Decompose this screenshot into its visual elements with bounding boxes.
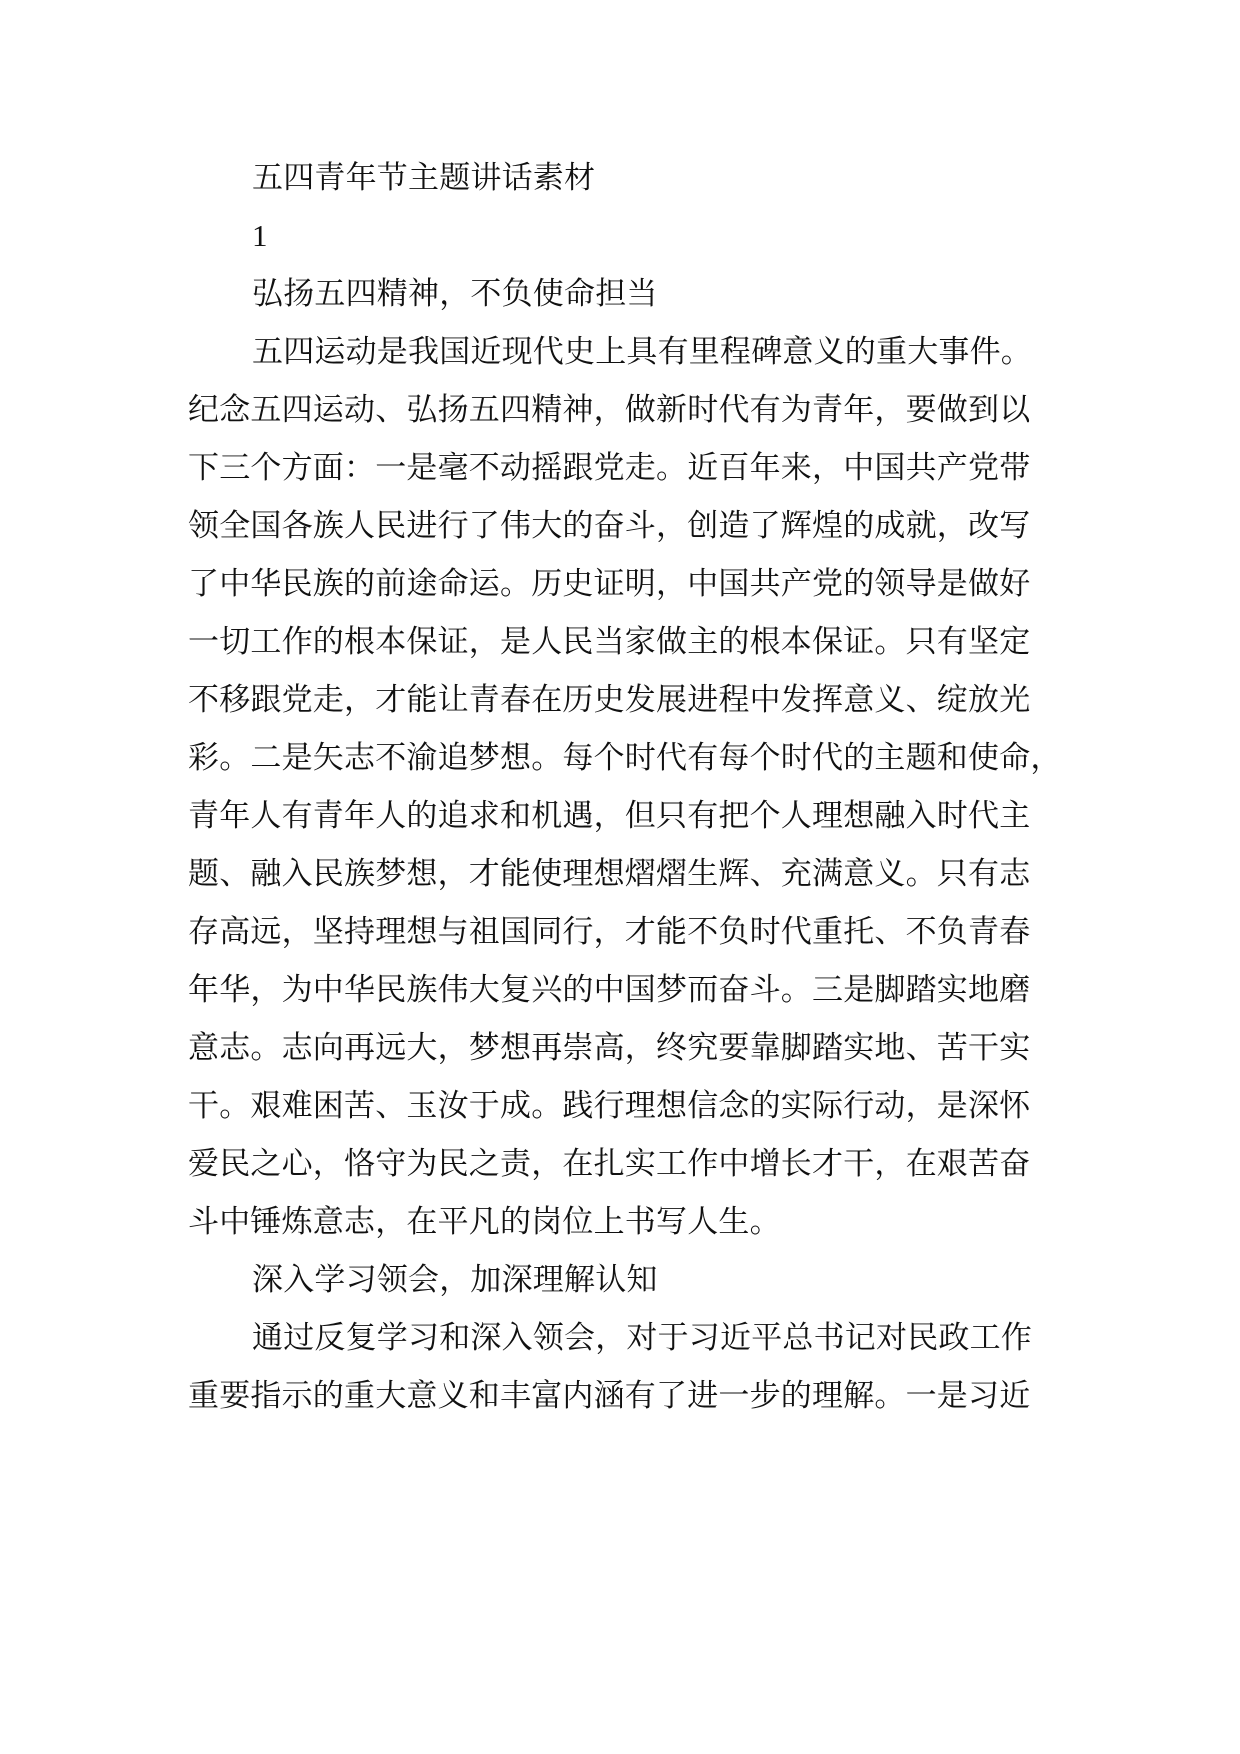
paragraph-line: 意志。志向再远大，梦想再崇高，终究要靠脚踏实地、苦干实 [188, 1030, 1031, 1066]
paragraph-line: 通过反复学习和深入领会，对于习近平总书记对民政工作 [252, 1320, 1032, 1356]
paragraph-line: 领全国各族人民进行了伟大的奋斗，创造了辉煌的成就，改写 [188, 508, 1031, 544]
paragraph-line: 斗中锤炼意志，在平凡的岗位上书写人生。 [188, 1204, 781, 1240]
paragraph-line: 纪念五四运动、弘扬五四精神，做新时代有为青年，要做到以 [188, 392, 1031, 428]
paragraph-line: 干。艰难困苦、玉汝于成。践行理想信念的实际行动，是深怀 [188, 1088, 1031, 1124]
paragraph-line: 年华，为中华民族伟大复兴的中国梦而奋斗。三是脚踏实地磨 [188, 972, 1031, 1008]
section-number: 1 [252, 218, 268, 253]
paragraph-line: 重要指示的重大意义和丰富内涵有了进一步的理解。一是习近 [188, 1378, 1031, 1414]
section-heading-1: 弘扬五四精神，不负使命担当 [252, 276, 658, 312]
paragraph-line: 爱民之心，恪守为民之责，在扎实工作中增长才干，在艰苦奋 [188, 1146, 1031, 1182]
paragraph-line: 一切工作的根本保证，是人民当家做主的根本保证。只有坚定 [188, 624, 1031, 660]
paragraph-line: 彩。二是矢志不渝追梦想。每个时代有每个时代的主题和使命， [188, 740, 1062, 776]
paragraph-line: 下三个方面：一是毫不动摇跟党走。近百年来，中国共产党带 [188, 450, 1031, 486]
paragraph-line: 青年人有青年人的追求和机遇，但只有把个人理想融入时代主 [188, 798, 1031, 834]
section-heading-2: 深入学习领会，加深理解认知 [252, 1262, 658, 1298]
paragraph-line: 存高远，坚持理想与祖国同行，才能不负时代重托、不负青春 [188, 914, 1031, 950]
paragraph-line: 不移跟党走，才能让青春在历史发展进程中发挥意义、绽放光 [188, 682, 1031, 718]
document-title: 五四青年节主题讲话素材 [252, 160, 596, 196]
paragraph-line: 题、融入民族梦想，才能使理想熠熠生辉、充满意义。只有志 [188, 856, 1031, 892]
paragraph-line: 了中华民族的前途命运。历史证明，中国共产党的领导是做好 [188, 566, 1031, 602]
paragraph-line: 五四运动是我国近现代史上具有里程碑意义的重大事件。 [252, 334, 1032, 370]
